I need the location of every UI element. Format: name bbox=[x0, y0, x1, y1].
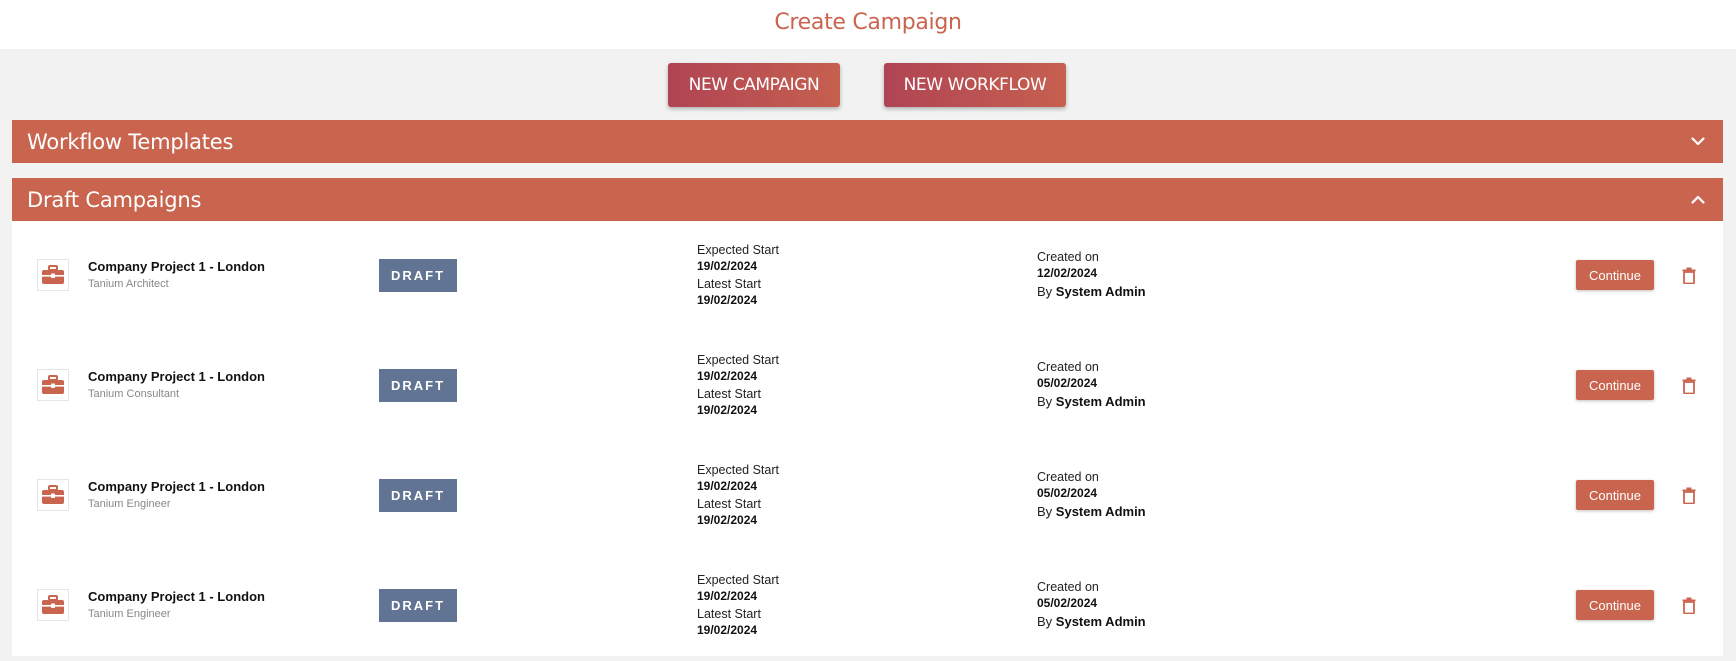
created-on-label: Created on bbox=[1037, 250, 1099, 264]
expected-start-value: 19/02/2024 bbox=[697, 589, 758, 603]
campaign-title: Company Project 1 - London bbox=[88, 259, 265, 274]
created-by bbox=[1037, 504, 1146, 519]
workflow-templates-header[interactable] bbox=[12, 120, 1723, 163]
campaign-role: Tanium Consultant bbox=[88, 388, 180, 400]
expected-start-value: 19/02/2024 bbox=[697, 369, 758, 383]
new-campaign-button[interactable]: NEW CAMPAIGN bbox=[668, 63, 840, 107]
latest-start-label: Latest Start bbox=[697, 387, 761, 401]
list-item bbox=[12, 551, 1723, 661]
draft-campaigns-list bbox=[12, 221, 1723, 656]
latest-start-value: 19/02/2024 bbox=[697, 403, 758, 417]
list-item bbox=[12, 331, 1723, 441]
campaign-role: Tanium Engineer bbox=[88, 608, 171, 620]
briefcase-icon bbox=[37, 369, 69, 401]
briefcase-icon bbox=[37, 589, 69, 621]
created-on-label: Created on bbox=[1037, 580, 1099, 594]
briefcase-icon bbox=[37, 259, 69, 291]
campaign-role: Tanium Engineer bbox=[88, 498, 171, 510]
trash-icon[interactable] bbox=[1680, 265, 1698, 285]
workflow-templates-title: Workflow Templates bbox=[27, 129, 234, 154]
trash-icon[interactable] bbox=[1680, 485, 1698, 505]
expected-start-label: Expected Start bbox=[697, 573, 779, 587]
expected-start-value: 19/02/2024 bbox=[697, 259, 758, 273]
list-item bbox=[12, 221, 1723, 331]
continue-button[interactable]: Continue bbox=[1576, 590, 1654, 620]
chevron-down-icon[interactable] bbox=[1689, 133, 1707, 151]
by-label: By bbox=[1037, 394, 1053, 409]
created-by-value: System Admin bbox=[1055, 614, 1146, 629]
campaign-title: Company Project 1 - London bbox=[88, 479, 265, 494]
briefcase-icon bbox=[37, 479, 69, 511]
campaign-role: Tanium Architect bbox=[88, 278, 169, 290]
latest-start-label: Latest Start bbox=[697, 607, 761, 621]
expected-start-value: 19/02/2024 bbox=[697, 479, 758, 493]
created-on-label: Created on bbox=[1037, 360, 1099, 374]
status-badge: DRAFT bbox=[379, 479, 457, 512]
by-label: By bbox=[1037, 284, 1053, 299]
by-label: By bbox=[1037, 504, 1053, 519]
status-badge: DRAFT bbox=[379, 369, 457, 402]
latest-start-label: Latest Start bbox=[697, 497, 761, 511]
status-badge: DRAFT bbox=[379, 589, 457, 622]
created-on-value: 05/02/2024 bbox=[1037, 486, 1098, 500]
expected-start-label: Expected Start bbox=[697, 353, 779, 367]
created-on-label: Created on bbox=[1037, 470, 1099, 484]
draft-campaigns-title: Draft Campaigns bbox=[27, 187, 202, 212]
continue-button[interactable]: Continue bbox=[1576, 260, 1654, 290]
created-on-value: 12/02/2024 bbox=[1037, 266, 1098, 280]
trash-icon[interactable] bbox=[1680, 595, 1698, 615]
trash-icon[interactable] bbox=[1680, 375, 1698, 395]
status-badge: DRAFT bbox=[379, 259, 457, 292]
new-workflow-button[interactable]: NEW WORKFLOW bbox=[884, 63, 1066, 107]
by-label: By bbox=[1037, 614, 1053, 629]
latest-start-label: Latest Start bbox=[697, 277, 761, 291]
created-by-value: System Admin bbox=[1055, 284, 1146, 299]
created-by bbox=[1037, 284, 1146, 299]
top-bar bbox=[0, 0, 1736, 49]
continue-button[interactable]: Continue bbox=[1576, 480, 1654, 510]
expected-start-label: Expected Start bbox=[697, 243, 779, 257]
continue-button[interactable]: Continue bbox=[1576, 370, 1654, 400]
latest-start-value: 19/02/2024 bbox=[697, 513, 758, 527]
chevron-up-icon[interactable] bbox=[1689, 191, 1707, 209]
created-by-value: System Admin bbox=[1055, 504, 1146, 519]
campaign-title: Company Project 1 - London bbox=[88, 589, 265, 604]
created-by-value: System Admin bbox=[1055, 394, 1146, 409]
created-by bbox=[1037, 394, 1146, 409]
created-by bbox=[1037, 614, 1146, 629]
created-on-value: 05/02/2024 bbox=[1037, 376, 1098, 390]
created-on-value: 05/02/2024 bbox=[1037, 596, 1098, 610]
campaign-title: Company Project 1 - London bbox=[88, 369, 265, 384]
page-title: Create Campaign bbox=[774, 10, 962, 35]
expected-start-label: Expected Start bbox=[697, 463, 779, 477]
latest-start-value: 19/02/2024 bbox=[697, 623, 758, 637]
draft-campaigns-header[interactable] bbox=[12, 178, 1723, 221]
latest-start-value: 19/02/2024 bbox=[697, 293, 758, 307]
list-item bbox=[12, 441, 1723, 551]
